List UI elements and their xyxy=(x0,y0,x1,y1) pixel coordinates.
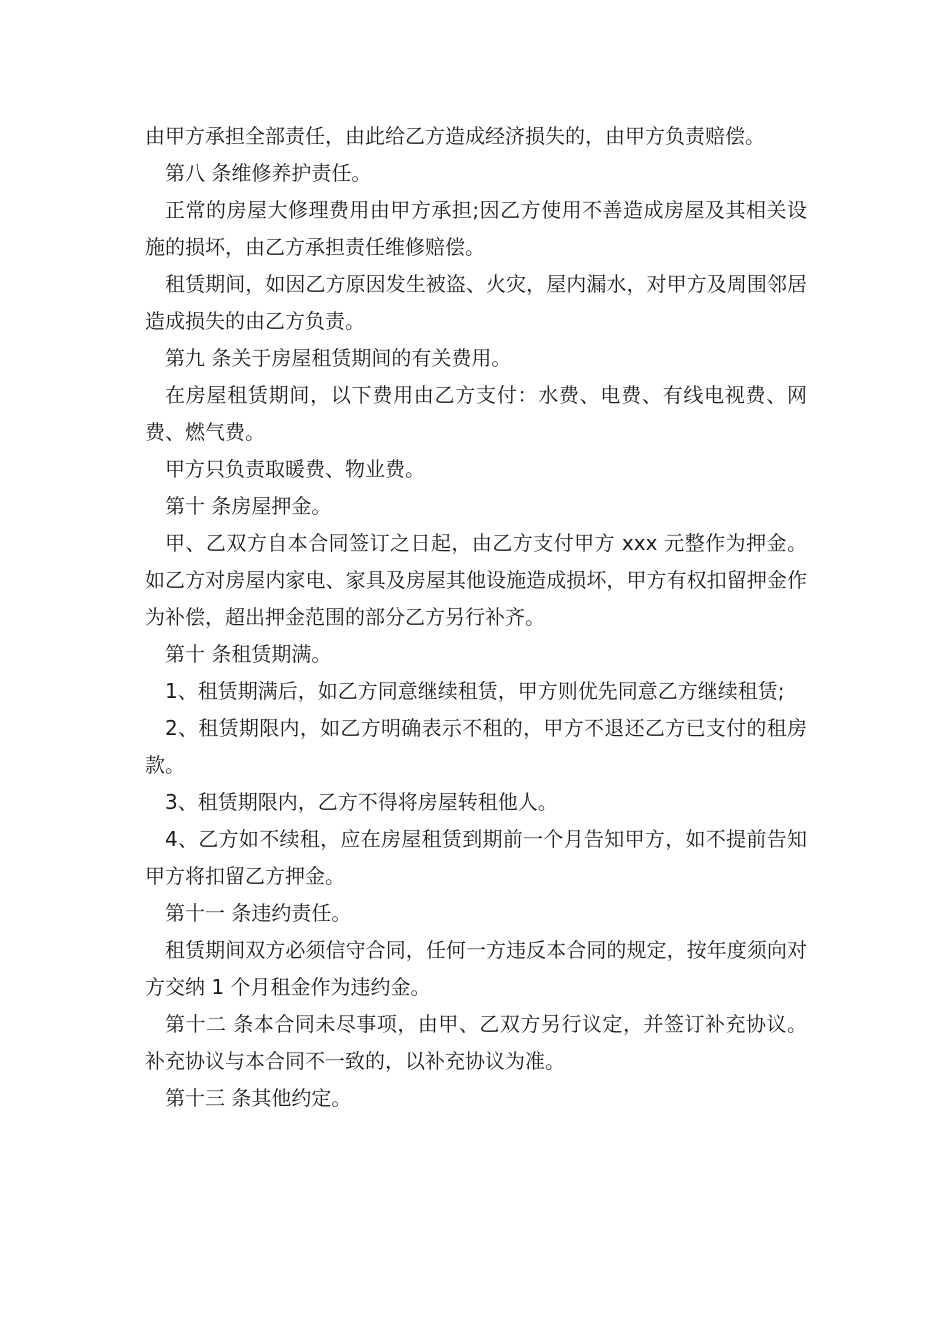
list-item-4: 4、乙方如不续租，应在房屋租赁到期前一个月告知甲方，如不提前告知甲方将扣留乙方押金。 xyxy=(145,827,807,888)
clause-10b-heading: 第十 条租赁期满。 xyxy=(165,642,332,666)
clause-11-paragraph-1: 租赁期间双方必须信守合同，任何一方违反本合同的规定，按年度须向对方交纳 1 个月租金作为违约金。 xyxy=(145,938,807,999)
clause-9-paragraph-2: 甲方只负责取暖费、物业费。 xyxy=(165,457,425,481)
clause-9-paragraph-1: 在房屋租赁期间，以下费用由乙方支付：水费、电费、有线电视费、网费、燃气费。 xyxy=(145,383,807,444)
list-item-3: 3、租赁期限内，乙方不得将房屋转租他人。 xyxy=(165,790,558,814)
clause-9-heading: 第九 条关于房屋租赁期间的有关费用。 xyxy=(165,346,512,370)
clause-10-paragraph-1: 甲、乙双方自本合同签订之日起，由乙方支付甲方 xxx 元整作为押金。如乙方对房屋内家电、家具及房屋其他设施造成损坏，甲方有权扣留押金作为补偿，超出押金范围的部分乙方另行补齐。 xyxy=(145,531,807,629)
list-item-1: 1、租赁期满后，如乙方同意继续租赁，甲方则优先同意乙方继续租赁; xyxy=(165,679,785,703)
clause-8-paragraph-2: 租赁期间，如因乙方原因发生被盗、火灾，屋内漏水，对甲方及周围邻居造成损失的由乙方负责。 xyxy=(145,272,807,333)
clause-10-heading: 第十 条房屋押金。 xyxy=(165,494,332,518)
clause-13-heading: 第十三 条其他约定。 xyxy=(165,1086,352,1110)
clause-11-heading: 第十一 条违约责任。 xyxy=(165,901,352,925)
clause-8-paragraph-1: 正常的房屋大修理费用由甲方承担;因乙方使用不善造成房屋及其相关设施的损坏，由乙方承担责任维修赔偿。 xyxy=(145,198,807,259)
clause-8-heading: 第八 条维修养护责任。 xyxy=(165,161,372,185)
list-item-2: 2、租赁期限内，如乙方明确表示不租的，甲方不退还乙方已支付的租房款。 xyxy=(145,716,807,777)
paragraph-continuation: 由甲方承担全部责任，由此给乙方造成经济损失的，由甲方负责赔偿。 xyxy=(145,124,765,148)
document-page xyxy=(145,118,807,1117)
clause-12-paragraph: 第十二 条本合同未尽事项，由甲、乙双方另行议定，并签订补充协议。补充协议与本合同不一致的，以补充协议为准。 xyxy=(145,1012,807,1073)
